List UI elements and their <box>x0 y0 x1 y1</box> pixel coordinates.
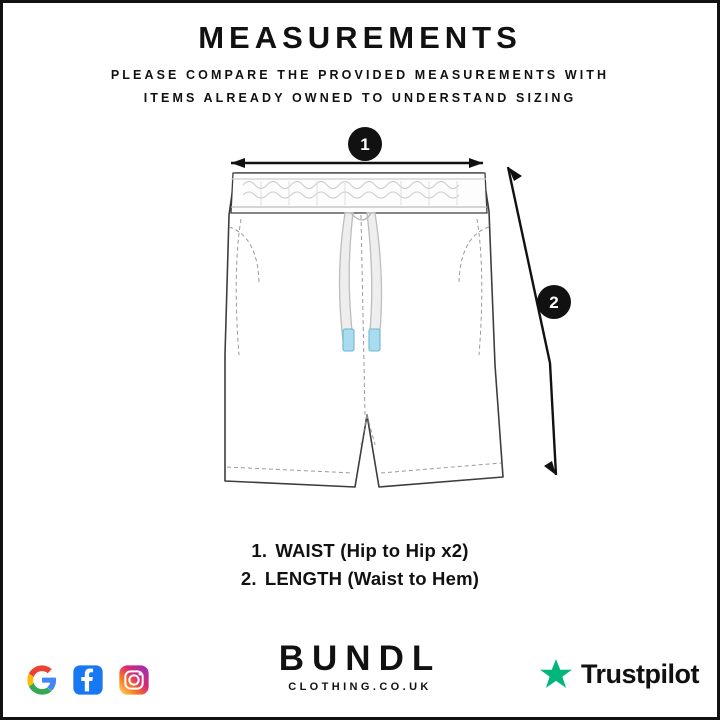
measurement-badge-1: 1 <box>348 127 382 161</box>
shorts-diagram <box>3 115 717 515</box>
page-subtitle-line-2: ITEMS ALREADY OWNED TO UNDERSTAND SIZING <box>143 91 577 106</box>
header <box>3 21 717 110</box>
page-title: MEASUREMENTS <box>198 20 522 55</box>
brand-website: CLOTHING.CO.UK <box>288 681 432 693</box>
legend-item-length-number: 2. <box>240 567 257 589</box>
measurement-legend <box>3 537 717 593</box>
length-measure-arrow <box>508 167 556 475</box>
legend-item-waist-number: 1. <box>251 540 268 561</box>
trustpilot-badge[interactable] <box>539 657 699 691</box>
trustpilot-label: Trustpilot <box>581 658 699 689</box>
legend-item-length-label: LENGTH (Waist to Hem) <box>264 567 480 589</box>
legend-item-waist <box>3 537 717 565</box>
measurement-badge-2: 2 <box>537 285 571 319</box>
shorts-technical-drawing-svg <box>3 115 717 515</box>
brand-name: BUNDL <box>278 639 442 678</box>
legend-item-length <box>3 565 717 593</box>
trustpilot-star-icon <box>539 657 573 691</box>
waist-measure-arrow <box>231 158 483 168</box>
footer <box>3 631 717 703</box>
page-subtitle-line-1: PLEASE COMPARE THE PROVIDED MEASUREMENTS WITH <box>110 68 610 83</box>
legend-item-waist-label: WAIST (Hip to Hip x2) <box>275 540 469 561</box>
page-subtitle <box>3 64 717 110</box>
